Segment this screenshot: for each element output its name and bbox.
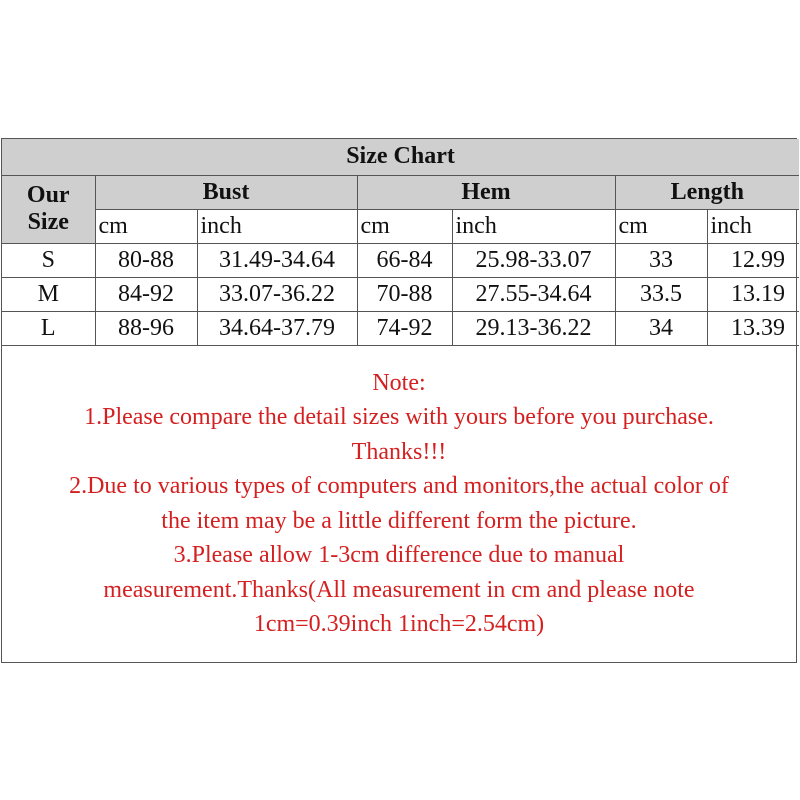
note-line: 3.Please allow 1-3cm difference due to manual [173, 542, 625, 568]
our-size-line1: Our [26, 182, 70, 208]
unit-hem-inch: inch [452, 209, 615, 243]
length-header: Length [615, 175, 799, 209]
bust-inch-cell: 33.07-36.22 [197, 277, 357, 311]
unit-hem-cm: cm [357, 209, 452, 243]
note-line: measurement.Thanks(All measurement in cm and please note [103, 576, 695, 603]
bust-inch-cell: 31.49-34.64 [197, 243, 357, 277]
our-size-line2: Size [27, 209, 69, 235]
note-line: Thanks!!! [351, 438, 447, 465]
size-cell: S [2, 243, 95, 277]
bust-cm-cell: 84-92 [95, 277, 197, 311]
hem-cm-cell: 70-88 [357, 277, 452, 311]
length-inch-cell: 12.99 [707, 243, 799, 277]
size-table [2, 139, 799, 346]
note-line: 2.Due to various types of computers and monitors,the actual color of [69, 473, 729, 499]
unit-bust-cm: cm [95, 209, 197, 243]
hem-header: Hem [357, 175, 615, 209]
bust-cm-cell: 88-96 [95, 311, 197, 345]
bust-cm-cell: 80-88 [95, 243, 197, 277]
title-row [2, 139, 799, 175]
length-cm-cell: 33.5 [615, 277, 707, 311]
bust-header: Bust [95, 175, 357, 209]
note-heading: Note: [372, 369, 426, 396]
length-cm-cell: 33 [615, 243, 707, 277]
length-cm-cell: 34 [615, 311, 707, 345]
unit-length-inch: inch [707, 209, 799, 243]
size-cell: L [2, 311, 95, 345]
chart-title: Size Chart [2, 139, 799, 175]
bust-inch-cell: 34.64-37.79 [197, 311, 357, 345]
table-row [2, 243, 799, 277]
hem-inch-cell: 29.13-36.22 [452, 311, 615, 345]
notes-section [2, 346, 796, 642]
table-row [2, 277, 799, 311]
note-line: the item may be a little different form the picture. [161, 507, 637, 534]
length-inch-cell: 13.39 [707, 311, 799, 345]
unit-length-cm: cm [615, 209, 707, 243]
hem-inch-cell: 25.98-33.07 [452, 243, 615, 277]
note-line: 1.Please compare the detail sizes with yours before you purchase. [84, 404, 714, 430]
length-inch-cell: 13.19 [707, 277, 799, 311]
hem-cm-cell: 74-92 [357, 311, 452, 345]
size-cell: M [2, 277, 95, 311]
table-row [2, 311, 799, 345]
our-size-header [2, 175, 95, 243]
unit-bust-inch: inch [197, 209, 357, 243]
hem-inch-cell: 27.55-34.64 [452, 277, 615, 311]
hem-cm-cell: 66-84 [357, 243, 452, 277]
group-header-row [2, 175, 799, 209]
unit-header-row [2, 209, 799, 243]
size-chart [1, 138, 797, 663]
note-line: 1cm=0.39inch 1inch=2.54cm) [253, 611, 545, 637]
